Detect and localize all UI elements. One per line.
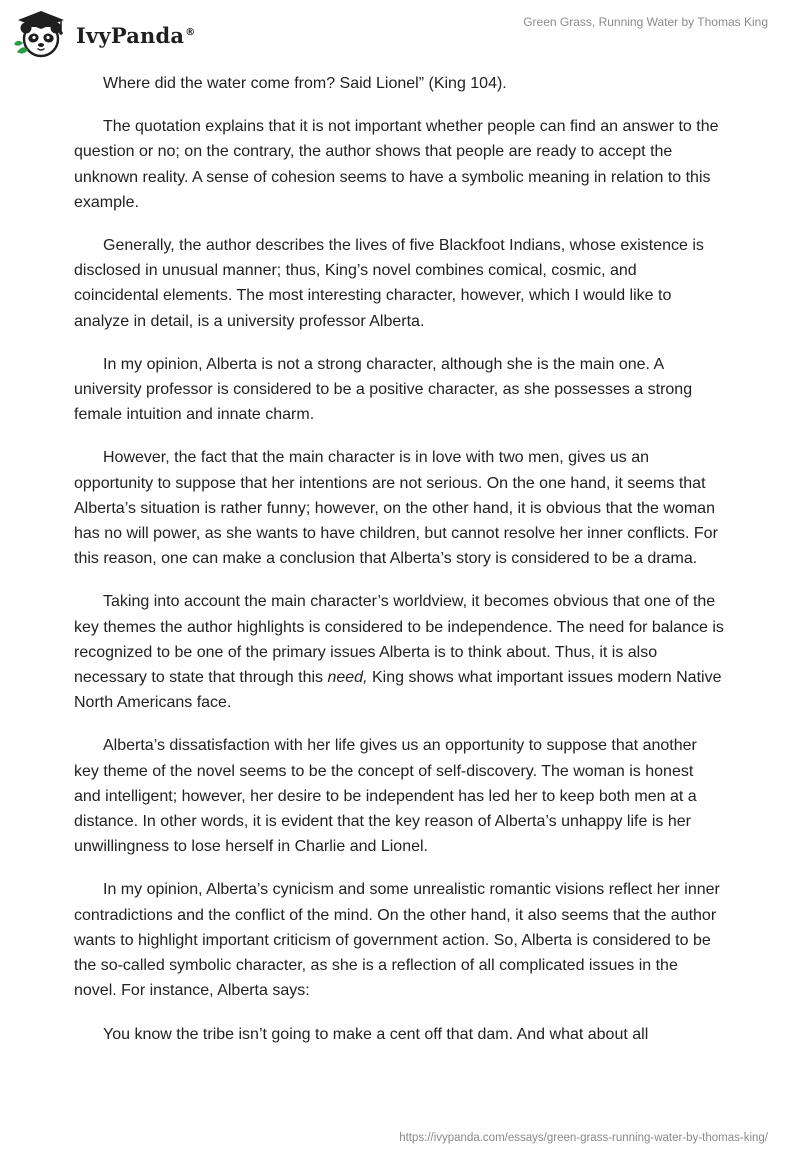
essay-paragraph: Taking into account the main character’s worldview, it becomes obvious that one of the key themes the author highlights is considered to be independence. The need for balance is recognized to be one of the primary issues Alberta is to think about. Thus, it is also necessary to state that through this need, King shows what important issues modern Native North Americans face. xyxy=(74,593,724,712)
emphasis-need: need, xyxy=(327,669,368,687)
essay-paragraph: The quotation explains that it is not important whether people can find an answer to the question or no; on the contrary, the author shows that people are ready to accept the unknown reality. A sense of cohesion seems to have a symbolic meaning in relation to this example. xyxy=(74,118,719,211)
essay-paragraph: In my opinion, Alberta’s cynicism and some unrealistic romantic visions reflect her inner contradictions and the conflict of the mind. On the other hand, it also seems that the author wants to highlight important criticism of government action. So, Alberta is considered to be the so-called symbolic character, as she is a reflection of all complicated issues in the novel. For instance, Alberta says: xyxy=(74,881,720,1000)
essay-paragraph: Alberta’s dissatisfaction with her life gives us an opportunity to suppose that another key theme of the novel seems to be the concept of self-discovery. The woman is honest and intelligent; however, her desire to be independent has led her to keep both men at a distance. In other words, it is evident that the key reason of Alberta’s unhappy life is her unwillingness to lose herself in Charlie and Lionel. xyxy=(74,737,697,856)
document-title: Green Grass, Running Water by Thomas King xyxy=(523,15,768,29)
quote-paragraph: You know the tribe isn’t going to make a cent off that dam. And what about all xyxy=(103,1025,649,1043)
essay-paragraph: In my opinion, Alberta is not a strong character, although she is the main one. A university professor is considered to be a positive character, as she possesses a strong female intuition and innate charm. xyxy=(74,355,693,424)
site-logo[interactable] xyxy=(14,8,195,60)
essay-paragraph: Where did the water come from? Said Lionel” (King 104). xyxy=(103,75,507,92)
page-header xyxy=(0,0,800,70)
essay-body xyxy=(74,71,724,1065)
essay-paragraph: Generally, the author describes the lives of five Blackfoot Indians, whose existence is disclosed in unusual manner; thus, King’s novel combines comical, cosmic, and coincidental elements. The most interesting character, however, which I would like to analyze in detail, is a university professor Alberta. xyxy=(74,237,704,330)
essay-paragraph: However, the fact that the main character is in love with two men, gives us an opportunity to suppose that her intentions are not serious. On the one hand, it seems that Alberta’s situation is rather funny; however, on the other hand, it is obvious that the woman has no will power, as she wants to have children, but cannot resolve her inner conflicts. For this reason, one can make a conclusion that Alberta’s story is considered to be a drama. xyxy=(74,449,718,568)
logo-wordmark: IvyPanda® xyxy=(76,22,196,48)
source-url[interactable]: https://ivypanda.com/essays/green-grass-running-water-by-thomas-king/ xyxy=(399,1132,768,1144)
panda-graduation-cap-icon xyxy=(14,8,72,60)
